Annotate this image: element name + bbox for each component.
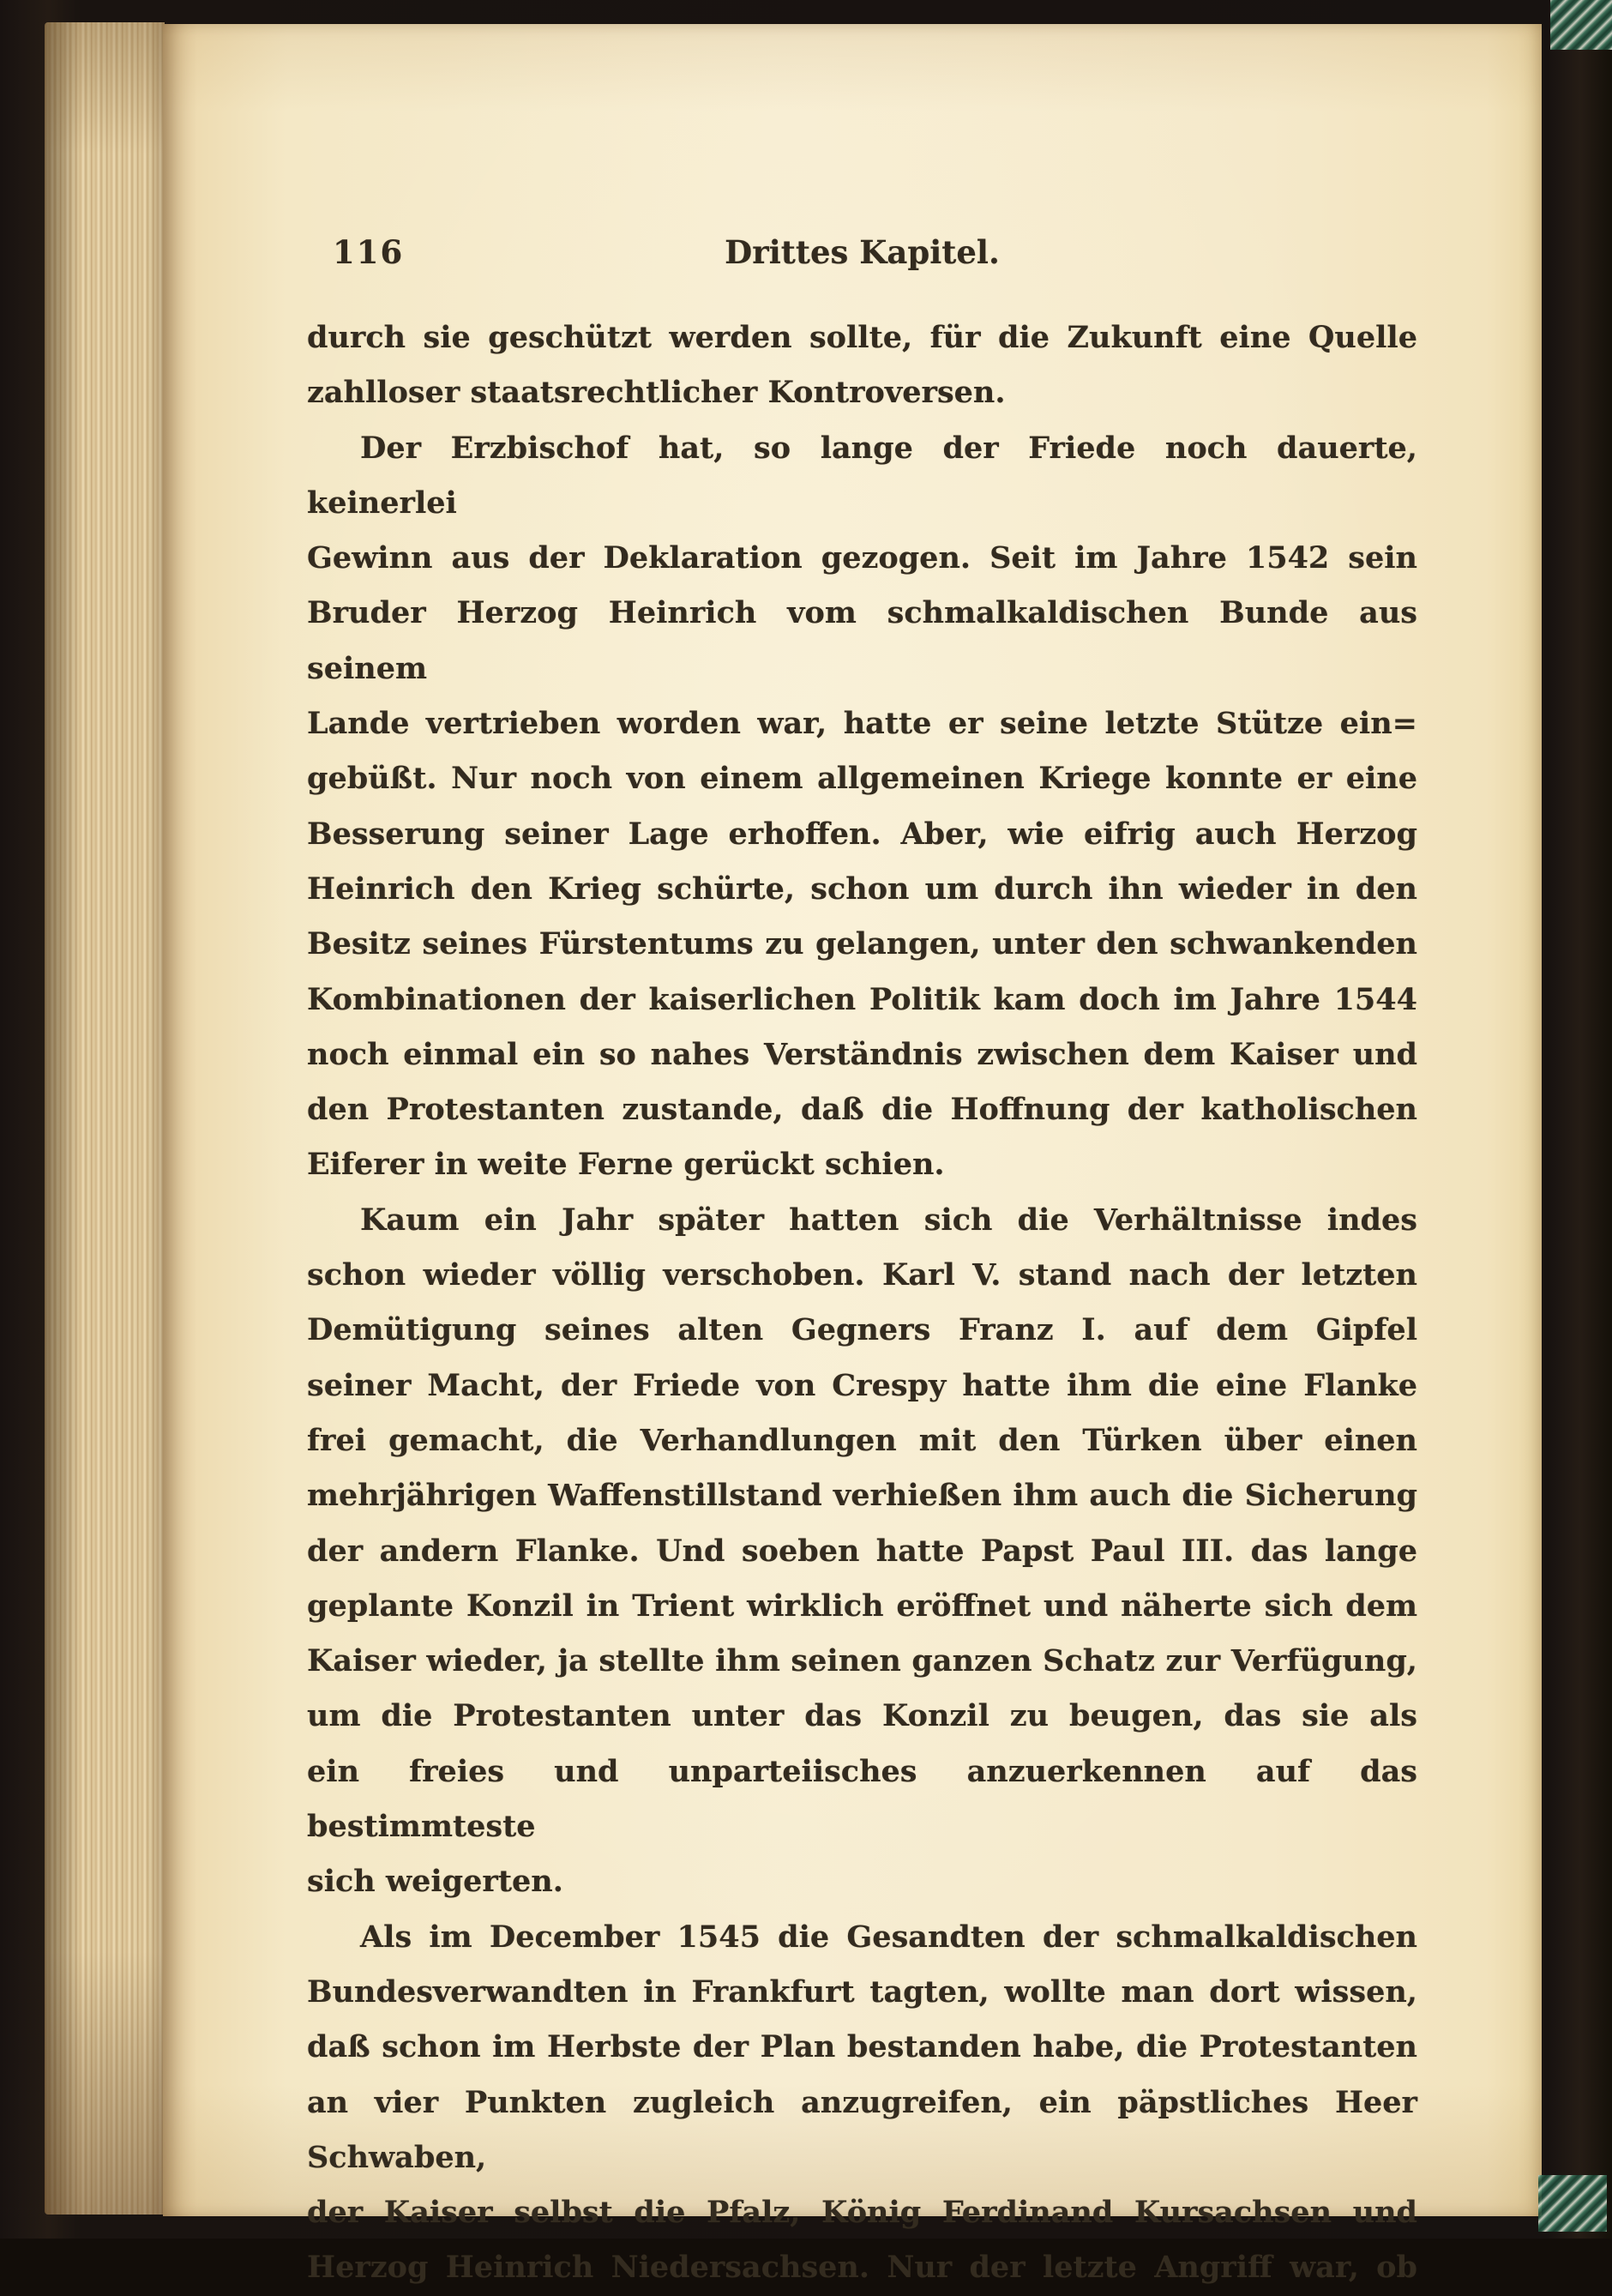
text-line: Eiferer in weite Ferne gerückt schien. (307, 1147, 945, 1183)
text-line: Als im December 1545 die Gesandten der schmalkaldischen (360, 1919, 1417, 1955)
text-line: durch sie geschützt werden sollte, für die Zukunft eine Quelle (307, 320, 1417, 355)
text-line: seiner Macht, der Friede von Crespy hatte ihm die eine Flanke (307, 1367, 1417, 1403)
cover-cloth-top-right (1550, 0, 1612, 50)
text-line: gebüßt. Nur noch von einem allgemeinen Kriege konnte er eine (307, 761, 1417, 797)
paragraph (307, 310, 1417, 421)
text-line: daß schon im Herbste der Plan bestanden habe, die Protestanten (307, 2029, 1417, 2065)
text-line: Herzog Heinrich Niedersachsen. Nur der letzte Angriff war, ob (307, 2250, 1417, 2286)
running-header (307, 233, 1417, 276)
text-line: um die Protestanten unter das Konzil zu beugen, das sie als (307, 1698, 1417, 1734)
text-line: Heinrich den Krieg schürte, schon um durch ihn wieder in den (307, 871, 1417, 907)
body-text (307, 310, 1417, 2296)
page-edge-stack (45, 22, 165, 2215)
chapter-title: Drittes Kapitel. (725, 233, 1000, 271)
text-line: noch einmal ein so nahes Verständnis zwischen dem Kaiser und (307, 1036, 1417, 1072)
page-number: 116 (333, 233, 405, 271)
text-line: frei gemacht, die Verhandlungen mit den Türken über einen (307, 1422, 1417, 1458)
text-line: mehrjährigen Waffenstillstand verhießen ihm auch die Sicherung (307, 1478, 1417, 1514)
text-line: Lande vertrieben worden war, hatte er seine letzte Stütze ein= (307, 706, 1417, 742)
text-line: geplante Konzil in Trient wirklich eröffnet und näherte sich dem (307, 1588, 1417, 1624)
text-line: zahlloser staatsrechtlicher Kontroversen. (307, 375, 1006, 411)
text-line: Kaiser wieder, ja stellte ihm seinen ganzen Schatz zur Verfügung, (307, 1643, 1417, 1679)
text-line: Der Erzbischof hat, so lange der Friede noch dauerte, keinerlei (307, 430, 1417, 521)
text-line: an vier Punkten zugleich anzugreifen, ein päpstliches Heer Schwaben, (307, 2084, 1417, 2175)
text-line: den Protestanten zustande, daß die Hoffnung der katholischen (307, 1092, 1417, 1128)
text-line: Kombinationen der kaiserlichen Politik kam doch im Jahre 1544 (307, 981, 1417, 1017)
text-line: Bruder Herzog Heinrich vom schmalkaldischen Bunde aus seinem (307, 595, 1417, 686)
text-line: Besitz seines Fürstentums zu gelangen, unter den schwankenden (307, 926, 1417, 962)
text-line: Besserung seiner Lage erhoffen. Aber, wie eifrig auch Herzog (307, 816, 1417, 852)
cover-cloth-bottom-right (1538, 2175, 1607, 2232)
paragraph (307, 1193, 1417, 1910)
book-page (163, 24, 1542, 2286)
text-line: schon wieder völlig verschoben. Karl V. stand nach der letzten (307, 1257, 1417, 1293)
paragraph (307, 421, 1417, 1193)
text-line: Demütigung seines alten Gegners Franz I. auf dem Gipfel (307, 1312, 1417, 1348)
paragraph (307, 1910, 1417, 2296)
text-line: Bundesverwandten in Frankfurt tagten, wollte man dort wissen, (307, 1974, 1417, 2010)
text-line: sich weigerten. (307, 1864, 563, 1900)
text-line: der andern Flanke. Und soeben hatte Papst Paul III. das lange (307, 1533, 1417, 1569)
text-line: der Kaiser selbst die Pfalz, König Ferdinand Kursachsen und (307, 2195, 1417, 2231)
text-line: Kaum ein Jahr später hatten sich die Verhältnisse indes (360, 1202, 1417, 1238)
text-line: Gewinn aus der Deklaration gezogen. Seit im Jahre 1542 sein (307, 540, 1417, 576)
text-line: ein freies und unparteiisches anzuerkennen auf das bestimmteste (307, 1753, 1417, 1845)
